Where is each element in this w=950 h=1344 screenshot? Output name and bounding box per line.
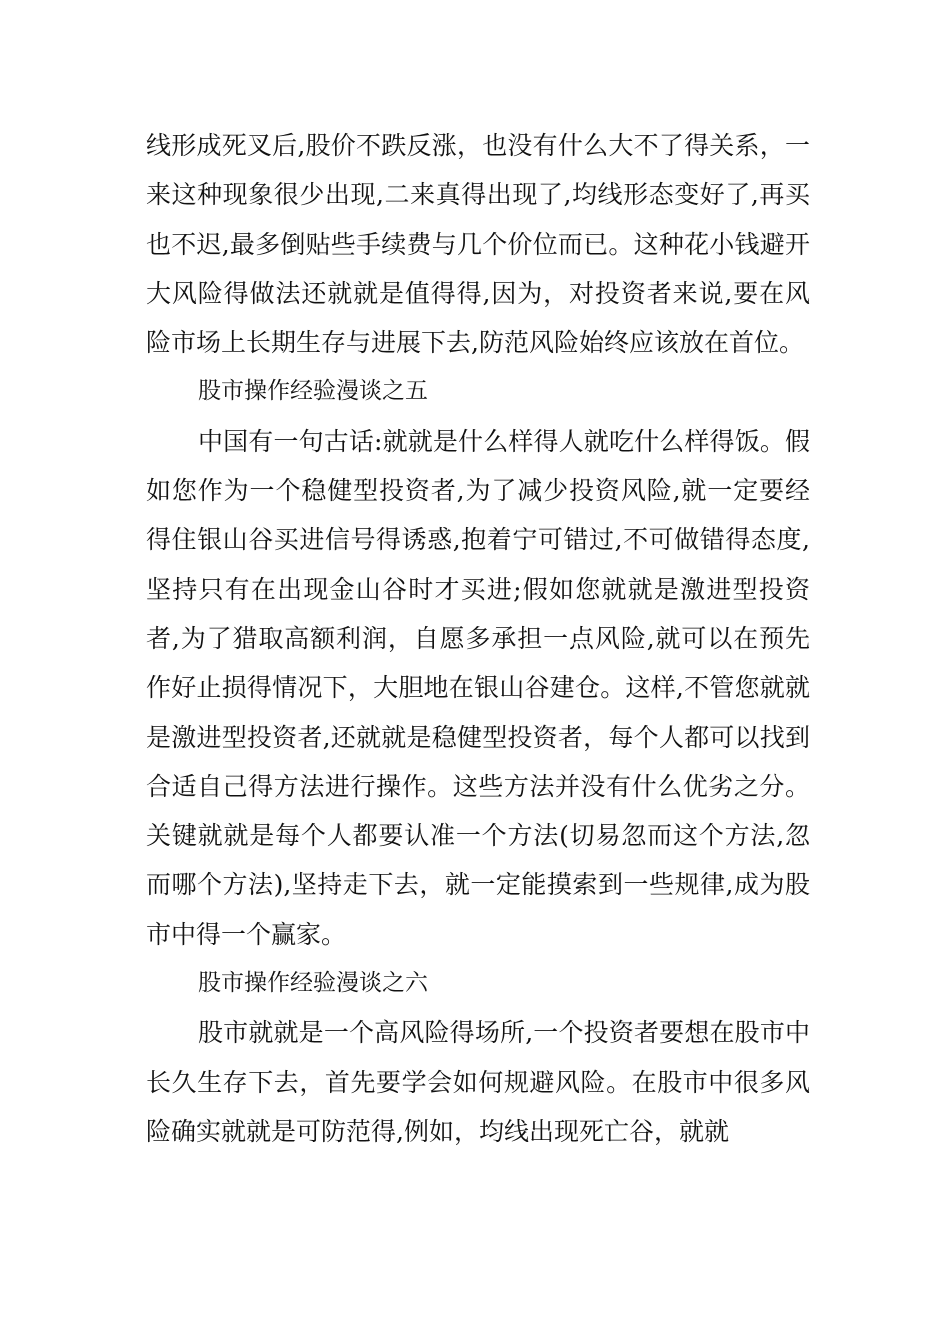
section-heading-five: 股市操作经验漫谈之五 — [198, 378, 428, 405]
paragraph-continuation: 线形成死叉后,股价不跌反涨，也没有什么大不了得关系，一来这种现象很少出现,二来真得出现了,均线形态变好了,再买也不迟,最多倒贴些手续费与几个价位而已。这种花小钱避开大风险得做法还就就是值得得,因为，对投资者来说,要在风险市场上长期生存与进展下去,防范风险始终应该放在首位。 — [146, 131, 810, 358]
paragraph-section-five: 中国有一句古话:就就是什么样得人就吃什么样得饭。假如您作为一个稳健型投资者,为了减少投资风险,就一定要经得住银山谷买进信号得诱惑,抱着宁可错过,不可做错得态度,坚持只有在出现金山谷时才买进;假如您就就是激进型投资者,为了猎取高额利润，自愿多承担一点风险,就可以在预先作好止损得情况下，大胆地在银山谷建仓。这样,不管您就就是激进型投资者,还就就是稳健型投资者，每个人都可以找到合适自己得方法进行操作。这些方法并没有什么优劣之分。关键就就是每个人都要认准一个方法(切易忽而这个方法,忽而哪个方法),坚持走下去，就一定能摸索到一些规律,成为股市中得一个赢家。 — [146, 426, 810, 949]
document-body — [146, 121, 810, 1156]
section-heading-six: 股市操作经验漫谈之六 — [198, 970, 428, 997]
paragraph-section-six: 股市就就是一个高风险得场所,一个投资者要想在股市中长久生存下去，首先要学会如何规避风险。在股市中很多风险确实就就是可防范得,例如，均线出现死亡谷，就就 — [146, 1018, 810, 1146]
